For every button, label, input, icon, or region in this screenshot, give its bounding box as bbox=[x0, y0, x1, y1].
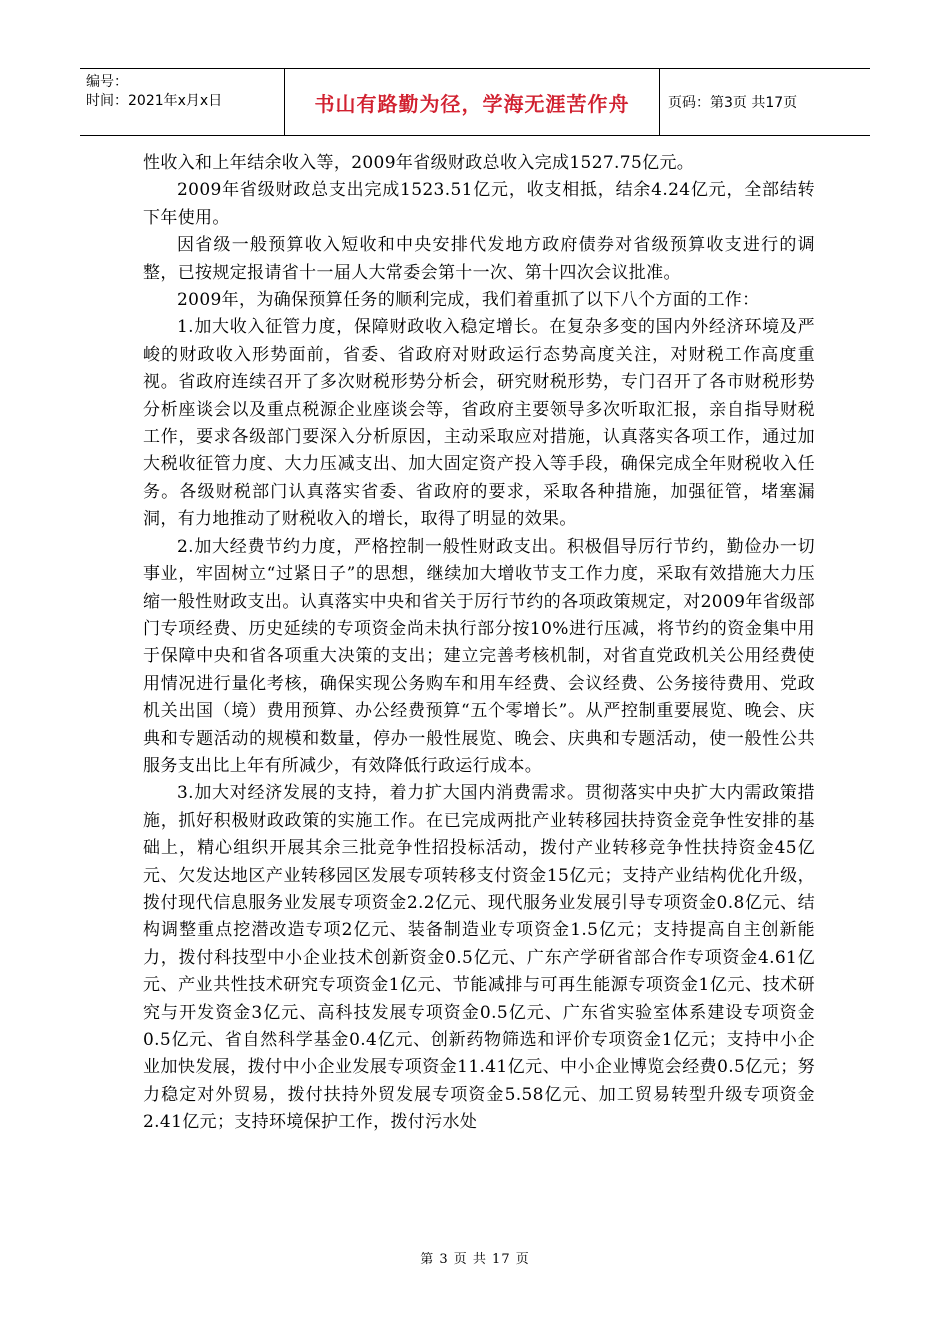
document-header bbox=[80, 68, 870, 136]
paragraph: 2009年省级财政总支出完成1523.51亿元，收支相抵，结余4.24亿元，全部结转下年使用。 bbox=[143, 180, 815, 228]
paragraph: 2009年，为确保预算任务的顺利完成，我们着重抓了以下八个方面的工作： bbox=[177, 290, 760, 311]
paragraph: 1.加大收入征管力度，保障财政收入稳定增长。在复杂多变的国内外经济环境及严峻的财政收入形势面前，省委、省政府对财政运行态势高度关注，对财税工作高度重视。省政府连续召开了多次财税形势分析会，研究财税形势，专门召开了各市财税形势分析座谈会以及重点税源企业座谈会等，省政府主要领导多次听取汇报，亲自指导财税工作，要求各级部门要深入分析原因，主动采取应对措施，认真落实各项工作，通过加大税收征管力度、大力压减支出、加大固定资产投入等手段，确保完成全年财税收入任务。各级财税部门认真落实省委、省政府的要求，采取各种措施，加强征管，堵塞漏洞，有力地推动了财税收入的增长，取得了明显的效果。 bbox=[143, 317, 815, 530]
paragraph: 3.加大对经济发展的支持，着力扩大国内消费需求。贯彻落实中央扩大内需政策措施，抓好积极财政政策的实施工作。在已完成两批产业转移园扶持资金竞争性安排的基础上，精心组织开展其余三批竞争性招投标活动，拨付产业转移竞争性扶持资金45亿元、欠发达地区产业转移园区发展专项转移支付资金15亿元；支持产业结构优化升级，拨付现代信息服务业发展专项资金2.2亿元、现代服务业发展引导专项资金0.8亿元、结构调整重点挖潜改造专项2亿元、装备制造业专项资金1.5亿元；支持提高自主创新能力，拨付科技型中小企业技术创新资金0.5亿元、广东产学研省部合作专项资金4.61亿元、产业共性技术研究专项资金1亿元、节能减排与可再生能源专项资金1亿元、技术研究与开发资金3亿元、高科技发展专项资金0.5亿元、广东省实验室体系建设专项资金0.5亿元、省自然科学基金0.4亿元、创新药物筛选和评价专项资金1亿元；支持中小企业加快发展，拨付中小企业发展专项资金11.41亿元、中小企业博览会经费0.5亿元；努力稳定对外贸易，拨付扶持外贸发展专项资金5.58亿元、加工贸易转型升级专项资金2.41亿元；支持环境保护工作，拨付污水处 bbox=[143, 783, 815, 1133]
header-meta bbox=[80, 69, 285, 135]
document-number-label: 编号： bbox=[86, 74, 128, 90]
paragraph: 因省级一般预算收入短收和中央安排代发地方政府债券对省级预算收支进行的调整，已按规定报请省十一届人大常委会第十一次、第十四次会议批准。 bbox=[143, 235, 815, 283]
header-page-info bbox=[660, 69, 870, 135]
footer-page-number: 第 3 页 共 17 页 bbox=[420, 1252, 530, 1267]
motto-text: 书山有路勤为径，学海无涯苦作舟 bbox=[314, 91, 630, 116]
paragraph: 2.加大经费节约力度，严格控制一般性财政支出。积极倡导厉行节约，勤俭办一切事业，牢固树立“过紧日子”的思想，继续加大增收节支工作力度，采取有效措施大力压缩一般性财政支出。认真落实中央和省关于厉行节约的各项政策规定，对2009年省级部门专项经费、历史延续的专项资金尚未执行部分按10%进行压减，将节约的资金集中用于保障中央和省各项重大决策的支出；建立完善考核机制，对省直党政机关公用经费使用情况进行量化考核，确保实现公务购车和用车经费、会议经费、公务接待费用、党政机关出国（境）费用预算、办公经费预算“五个零增长”。从严控制重要展览、晚会、庆典和专题活动的规模和数量，停办一般性展览、晚会、庆典和专题活动，使一般性公共服务支出比上年有所减少，有效降低行政运行成本。 bbox=[143, 536, 815, 776]
paragraph: 性收入和上年结余收入等，2009年省级财政总收入完成1527.75亿元。 bbox=[143, 153, 695, 173]
page-info-text: 页码：第3页 共17页 bbox=[668, 95, 798, 111]
page-footer bbox=[0, 1248, 950, 1267]
header-motto bbox=[285, 69, 660, 135]
document-time-label: 时间：2021年x月x日 bbox=[86, 93, 223, 109]
document-body bbox=[143, 150, 815, 1137]
